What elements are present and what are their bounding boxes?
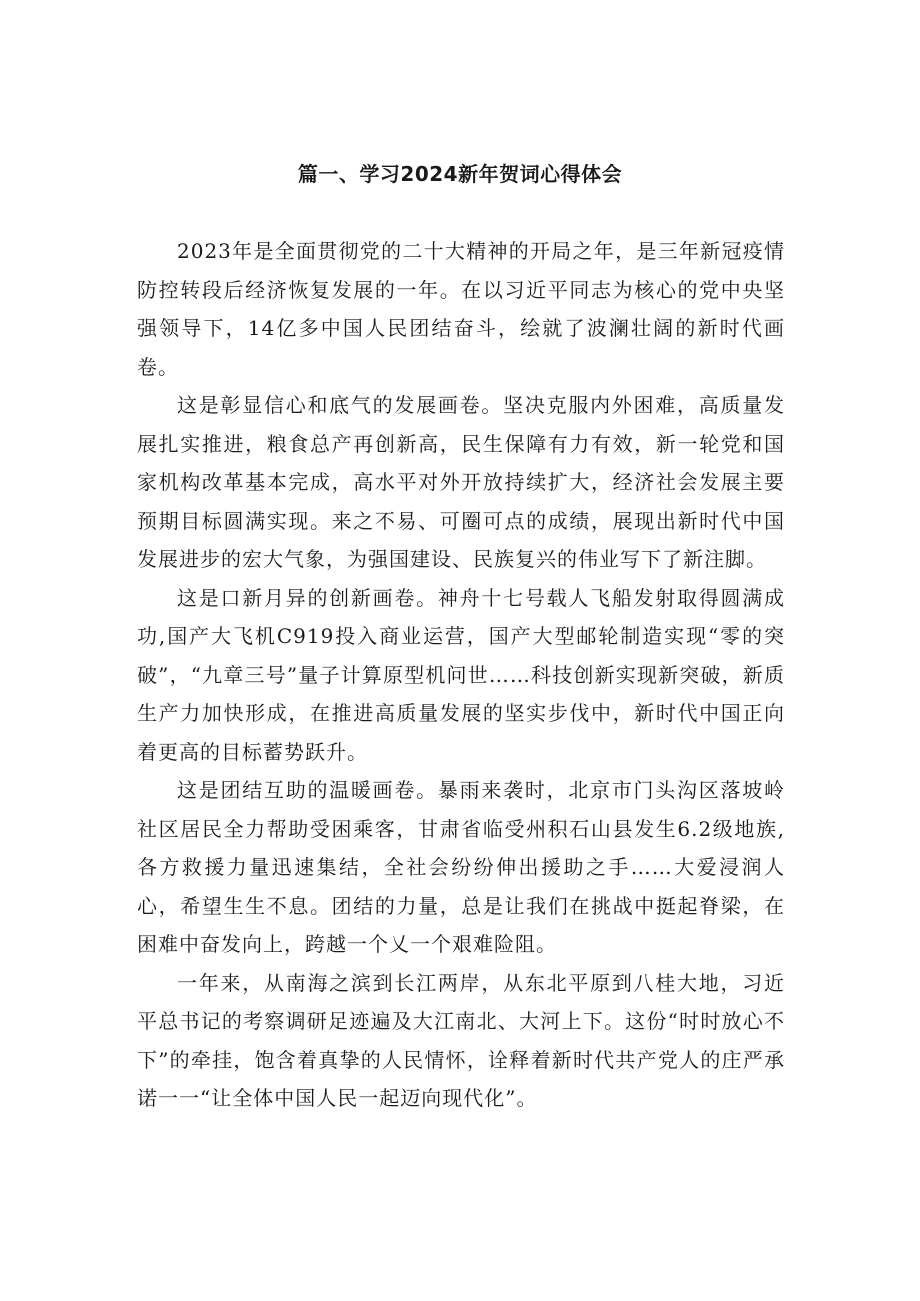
document-body [137,232,785,1118]
paragraph-3: 这是口新月异的创新画卷。神舟十七号载人飞船发射取得圆满成功,国产大飞机C919投入商业运营，国产大型邮轮制造实现“零的突破”，“九章三号”量子计算原型机问世……科技创新实现新突破，新质生产力加快形成，在推进高质量发展的坚实步伐中，新时代中国正向着更高的目标蓄势跃升。 [137,585,785,764]
paragraph-4: 这是团结互助的温暖画卷。暴雨来袭时，北京市门头沟区落坡岭社区居民全力帮助受困乘客，甘肃省临受州积石山县发生6.2级地族,各方救援力量迅速集结，全社会纷纷伸出援助之手……大爱浸润人心，希望生生不息。团结的力量，总是让我们在挑战中挺起脊梁，在困难中奋发向上，跨越一个乂一个艰难险阻。 [137,778,785,956]
paragraph-2: 这是彰显信心和底气的发展画卷。坚决克服内外困难，高质量发展扎实推进，粮食总产再创新高，民生保障有力有效，新一轮党和国家机构改革基本完成，高水平对外开放持续扩大，经济社会发展主要预期目标圆满实现。来之不易、可圈可点的成绩，展现出新时代中国发展进步的宏大气象，为强国建设、民族复兴的伟业写下了新注脚。 [137,393,785,571]
document-title: 篇一、学习2024新年贺词心得体会 [297,162,623,186]
paragraph-1: 2023年是全面贯彻党的二十大精神的开局之年，是三年新冠疫情防控转段后经济恢复发展的一年。在以习近平同志为核心的党中央坚强领导下，14亿多中国人民团结奋斗，绘就了波澜壮阔的新时代画卷。 [137,239,785,379]
paragraph-5: 一年来，从南海之滨到长江两岸，从东北平原到八桂大地，习近平总书记的考察调研足迹遍及大江南北、大河上下。这份“时时放心不下”的牵挂，饱含着真挚的人民情怀，诠释着新时代共产党人的庄严承诺一一“让全体中国人民一起迈向现代化”。 [137,970,785,1110]
